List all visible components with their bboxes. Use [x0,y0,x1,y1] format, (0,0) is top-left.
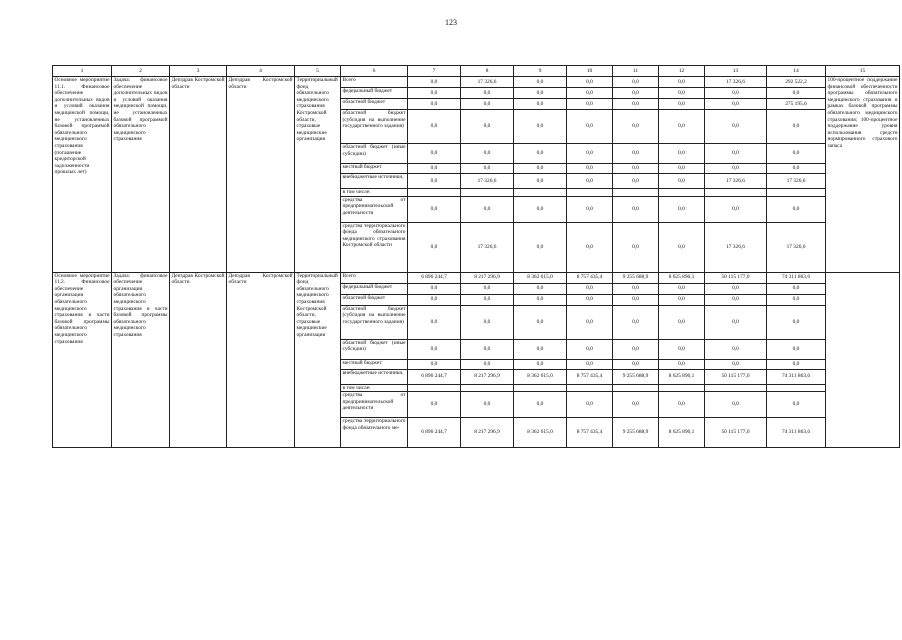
amount-cell: 0,0 [767,339,826,359]
amount-cell: 0,0 [659,392,705,418]
amount-cell [659,189,705,197]
amount-cell: 0,0 [461,144,514,164]
amount-cell: 0,0 [408,222,461,272]
amount-cell: 0,0 [567,283,613,294]
page-number: 123 [445,18,457,27]
amount-cell: 0,0 [613,110,659,144]
amount-cell: 0,0 [514,110,567,144]
amount-cell: 8 625 896,1 [659,418,705,448]
amount-cell: 0,0 [514,339,567,359]
amount-cell [659,384,705,392]
header-cell: 2 [112,66,170,77]
amount-cell: 0,0 [767,392,826,418]
amount-cell: 0,0 [408,392,461,418]
amount-cell: 0,0 [659,110,705,144]
amount-cell: 0,0 [408,339,461,359]
amount-cell: 0,0 [461,164,514,174]
header-cell: 4 [227,66,295,77]
participants: Территориальный фонд обязательного медицинского страхования Костромской области, страховые медицинские организации [295,272,341,448]
amount-cell: 50 115 177,0 [705,369,767,384]
amount-cell: 6 896 244,7 [408,272,461,283]
amount-cell: 0,0 [767,359,826,369]
funding-source: областной бюджет (иные субсидии) [341,339,408,359]
amount-cell: 17 326,6 [461,77,514,88]
funding-source: внебюджетные источники, [341,369,408,384]
measure-name: Основное мероприятие 11.2. Финансовое обеспечение организации обязательного медицинского страхования в части базовой программы обязательного медицинского страхования [53,272,112,448]
amount-cell: 8 757 435,4 [567,369,613,384]
amount-cell: 0,0 [659,196,705,222]
amount-cell: 9 255 688,9 [613,369,659,384]
funding-source: областной бюджет [341,99,408,110]
amount-cell: 8 625 896,1 [659,272,705,283]
amount-cell: 8 217 296,9 [461,369,514,384]
funding-source: федеральный бюджет [341,283,408,294]
amount-cell: 0,0 [567,110,613,144]
amount-cell: 9 255 688,9 [613,272,659,283]
amount-cell: 0,0 [514,99,567,110]
header-cell: 1 [53,66,112,77]
amount-cell: 8 625 896,1 [659,369,705,384]
funding-source: в том числе: [341,384,408,392]
amount-cell [613,189,659,197]
amount-cell: 0,0 [567,88,613,99]
amount-cell [705,189,767,197]
amount-cell: 0,0 [705,294,767,305]
amount-cell [514,189,567,197]
amount-cell: 0,0 [408,110,461,144]
amount-cell: 8 362 615,0 [514,369,567,384]
amount-cell: 0,0 [613,339,659,359]
amount-cell: 8 362 615,0 [514,272,567,283]
amount-cell: 0,0 [705,110,767,144]
header-cell: 12 [659,66,705,77]
amount-cell: 0,0 [514,144,567,164]
amount-cell: 17 326,6 [705,174,767,189]
amount-cell: 0,0 [659,164,705,174]
amount-cell: 0,0 [767,196,826,222]
amount-cell: 0,0 [461,88,514,99]
amount-cell: 0,0 [408,144,461,164]
amount-cell: 0,0 [659,294,705,305]
table-row [53,272,900,283]
amount-cell: 0,0 [613,196,659,222]
amount-cell: 0,0 [613,359,659,369]
amount-cell: 0,0 [613,392,659,418]
header-cell: 11 [613,66,659,77]
header-cell: 6 [341,66,408,77]
amount-cell: 0,0 [408,99,461,110]
amount-cell: 0,0 [613,99,659,110]
co-executor: Депздрав Костромской области [227,272,295,448]
amount-cell: 0,0 [567,99,613,110]
amount-cell: 0,0 [705,392,767,418]
amount-cell: 0,0 [514,392,567,418]
amount-cell: 0,0 [659,339,705,359]
funding-source: местный бюджет [341,164,408,174]
amount-cell: 6 896 244,7 [408,369,461,384]
amount-cell: 0,0 [659,174,705,189]
responsible-executor: Депздрав Костромской области [170,272,227,448]
amount-cell: 17 326,6 [767,174,826,189]
amount-cell: 0,0 [514,164,567,174]
funding-source: средства от предпринимательской деятельности [341,392,408,418]
funding-source: средства от предпринимательской деятельности [341,196,408,222]
table-row [53,77,900,88]
amount-cell: 0,0 [767,164,826,174]
amount-cell: 275 195,6 [767,99,826,110]
amount-cell: 0,0 [408,174,461,189]
amount-cell: 8 757 435,4 [567,272,613,283]
amount-cell: 0,0 [659,222,705,272]
amount-cell: 0,0 [767,88,826,99]
amount-cell: 17 326,6 [461,222,514,272]
amount-cell: 6 896 244,7 [408,418,461,448]
amount-cell: 0,0 [659,144,705,164]
amount-cell: 0,0 [659,359,705,369]
header-row [53,66,900,77]
amount-cell: 0,0 [567,164,613,174]
funding-source: средства территориального фонда обязательного ме- [341,418,408,448]
header-cell: 7 [408,66,461,77]
header-cell: 5 [295,66,341,77]
amount-cell: 0,0 [461,339,514,359]
amount-cell: 74 311 863,6 [767,272,826,283]
header-cell: 10 [567,66,613,77]
amount-cell: 0,0 [461,294,514,305]
amount-cell: 0,0 [567,174,613,189]
funding-source: Всего [341,77,408,88]
amount-cell: 0,0 [567,196,613,222]
amount-cell: 0,0 [705,339,767,359]
amount-cell: 0,0 [613,222,659,272]
amount-cell: 0,0 [767,110,826,144]
task-description: Задача: финансовое обеспечение дополнительных видов и условий оказания медицинской помощи, не установленных базовой программой обязательного медицинского страхования [112,77,170,273]
amount-cell: 0,0 [408,294,461,305]
amount-cell: 0,0 [461,392,514,418]
amount-cell: 0,0 [461,196,514,222]
amount-cell: 0,0 [567,392,613,418]
amount-cell: 0,0 [705,359,767,369]
amount-cell: 9 255 688,9 [613,418,659,448]
amount-cell: 0,0 [705,305,767,339]
amount-cell [408,384,461,392]
amount-cell: 50 115 177,0 [705,272,767,283]
amount-cell: 0,0 [767,283,826,294]
funding-source: Всего [341,272,408,283]
amount-cell: 0,0 [659,77,705,88]
funding-source: федеральный бюджет [341,88,408,99]
funding-source: областной бюджет [341,294,408,305]
amount-cell: 0,0 [514,283,567,294]
amount-cell: 0,0 [408,359,461,369]
amount-cell: 8 217 296,9 [461,272,514,283]
amount-cell: 0,0 [613,305,659,339]
amount-cell: 0,0 [767,144,826,164]
amount-cell: 0,0 [705,164,767,174]
amount-cell [767,189,826,197]
amount-cell: 50 115 177,0 [705,418,767,448]
amount-cell: 0,0 [461,110,514,144]
amount-cell [461,384,514,392]
header-cell: 9 [514,66,567,77]
amount-cell: 0,0 [514,294,567,305]
amount-cell: 0,0 [767,305,826,339]
amount-cell: 0,0 [567,144,613,164]
amount-cell: 0,0 [705,283,767,294]
measure-name: Основное мероприятие 11.1. Финансовое обеспечение дополнительных видов и условий оказания медицинской помощи, не установленных базовой программой обязательного медицинского страхования (погашение кредиторской задолженности прошлых лет) [53,77,112,273]
amount-cell: 0,0 [567,359,613,369]
amount-cell: 0,0 [613,174,659,189]
amount-cell [514,384,567,392]
amount-cell: 0,0 [659,99,705,110]
amount-cell: 0,0 [705,88,767,99]
amount-cell: 0,0 [514,77,567,88]
funding-source: средства территориального фонда обязательного медицинского страхования Костромской области [341,222,408,272]
amount-cell: 0,0 [767,294,826,305]
amount-cell: 0,0 [408,283,461,294]
amount-cell: 0,0 [514,196,567,222]
amount-cell: 0,0 [408,305,461,339]
amount-cell: 0,0 [613,144,659,164]
amount-cell: 0,0 [659,283,705,294]
amount-cell [613,384,659,392]
header-cell: 3 [170,66,227,77]
funding-source: областной бюджет (субсидия на выполнение государственного задания) [341,110,408,144]
amount-cell: 292 522,2 [767,77,826,88]
responsible-executor: Депздрав Костромской области [170,77,227,273]
expected-result [826,272,900,448]
amount-cell [408,189,461,197]
amount-cell: 8 217 296,9 [461,418,514,448]
funding-source: областной бюджет (иные субсидии) [341,144,408,164]
financing-table [52,65,900,448]
amount-cell: 0,0 [408,77,461,88]
amount-cell [567,189,613,197]
amount-cell: 74 311 863,6 [767,418,826,448]
header-cell: 15 [826,66,900,77]
amount-cell: 0,0 [408,196,461,222]
amount-cell: 0,0 [659,88,705,99]
participants: Территориальный фонд обязательного медицинского страхования Костромской области, страховые медицинские организации [295,77,341,273]
amount-cell: 0,0 [461,283,514,294]
funding-source: внебюджетные источники, [341,174,408,189]
amount-cell: 0,0 [567,294,613,305]
amount-cell [461,189,514,197]
expected-result: 100-процентное поддержание финансовой обеспеченности программы обязательного медицинского страхования в рамках базовой программы обязательного медицинского страхования; 100-процентное поддержание уровня использования средств нормированного страхового запаса [826,77,900,273]
amount-cell [767,384,826,392]
amount-cell: 0,0 [514,88,567,99]
amount-cell: 0,0 [613,283,659,294]
funding-source: областной бюджет (субсидия на выполнение государственного задания) [341,305,408,339]
amount-cell [705,384,767,392]
amount-cell: 0,0 [705,99,767,110]
amount-cell: 0,0 [613,77,659,88]
amount-cell: 0,0 [613,88,659,99]
task-description: Задача: финансовое обеспечение организации обязательного медицинского страхования в части базовой программы обязательного медицинского страхования [112,272,170,448]
amount-cell: 17 326,6 [705,222,767,272]
header-cell: 13 [705,66,767,77]
amount-cell: 0,0 [613,294,659,305]
amount-cell: 0,0 [461,99,514,110]
amount-cell: 0,0 [514,222,567,272]
amount-cell: 8 362 615,0 [514,418,567,448]
amount-cell: 0,0 [705,196,767,222]
funding-source: в том числе: [341,189,408,197]
header-cell: 14 [767,66,826,77]
amount-cell: 0,0 [613,164,659,174]
amount-cell: 17 326,6 [705,77,767,88]
amount-cell: 17 326,6 [461,174,514,189]
amount-cell: 0,0 [567,305,613,339]
amount-cell: 0,0 [659,305,705,339]
amount-cell: 0,0 [461,305,514,339]
co-executor: Депздрав Костромской области [227,77,295,273]
amount-cell: 0,0 [705,144,767,164]
amount-cell: 0,0 [567,222,613,272]
amount-cell: 0,0 [514,174,567,189]
amount-cell: 0,0 [567,339,613,359]
amount-cell: 74 311 863,6 [767,369,826,384]
amount-cell [567,384,613,392]
amount-cell: 0,0 [514,305,567,339]
amount-cell: 0,0 [461,359,514,369]
header-cell: 8 [461,66,514,77]
amount-cell: 8 757 435,4 [567,418,613,448]
amount-cell: 0,0 [408,88,461,99]
amount-cell: 17 326,6 [767,222,826,272]
amount-cell: 0,0 [567,77,613,88]
funding-source: местный бюджет [341,359,408,369]
amount-cell: 0,0 [514,359,567,369]
amount-cell: 0,0 [408,164,461,174]
